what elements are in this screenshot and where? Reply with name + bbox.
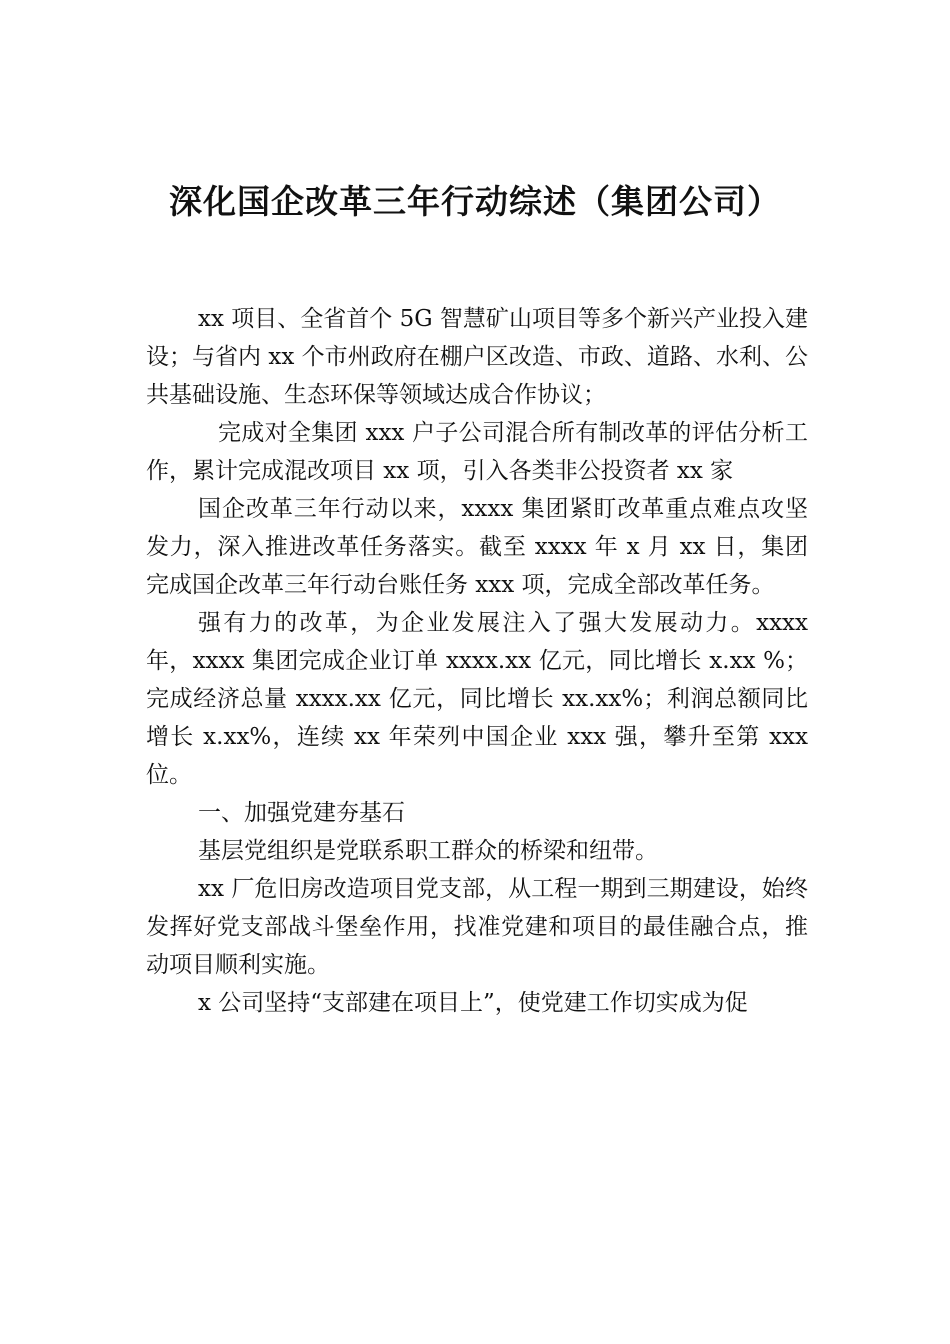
paragraph-new-industries: xx 项目、全省首个 5G 智慧矿山项目等多个新兴产业投入建设；与省内 xx 个市州政府在棚户区改造、市政、道路、水利、公共基础设施、生态环保等领域达成合作协议； [146, 306, 808, 408]
section-heading-party-building: 一、加强党建夯基石 [198, 800, 405, 826]
paragraph-company-branch: x 公司坚持“支部建在项目上”，使党建工作切实成为促 [198, 990, 748, 1016]
paragraph-reform-results: 强有力的改革，为企业发展注入了强大发展动力。xxxx 年，xxxx 集团完成企业订单 xxxx.xx 亿元，同比增长 x.xx %；完成经济总量 xxxx.xx 亿元，同比增长 xx.xx%；利润总额同比增长 x.xx%，连续 xx 年荣列中国企业 xxx 强，攀升至第 xxx 位。 [146, 610, 808, 788]
document-body [146, 300, 808, 1022]
paragraph-grassroots-party: 基层党组织是党联系职工群众的桥梁和纽带。 [198, 838, 658, 864]
paragraph-mixed-ownership: 完成对全集团 xxx 户子公司混合所有制改革的评估分析工作，累计完成混改项目 xx 项，引入各类非公投资者 xx 家 [146, 420, 808, 484]
document-title: 深化国企改革三年行动综述（集团公司） [169, 182, 781, 221]
paragraph-reform-progress: 国企改革三年行动以来，xxxx 集团紧盯改革重点难点攻坚发力，深入推进改革任务落实。截至 xxxx 年 x 月 xx 日，集团完成国企改革三年行动台账任务 xxx 项，完成全部改革任务。 [146, 496, 808, 598]
paragraph-housing-project: xx 厂危旧房改造项目党支部，从工程一期到三期建设，始终发挥好党支部战斗堡垒作用，找准党建和项目的最佳融合点，推动项目顺利实施。 [146, 876, 808, 978]
